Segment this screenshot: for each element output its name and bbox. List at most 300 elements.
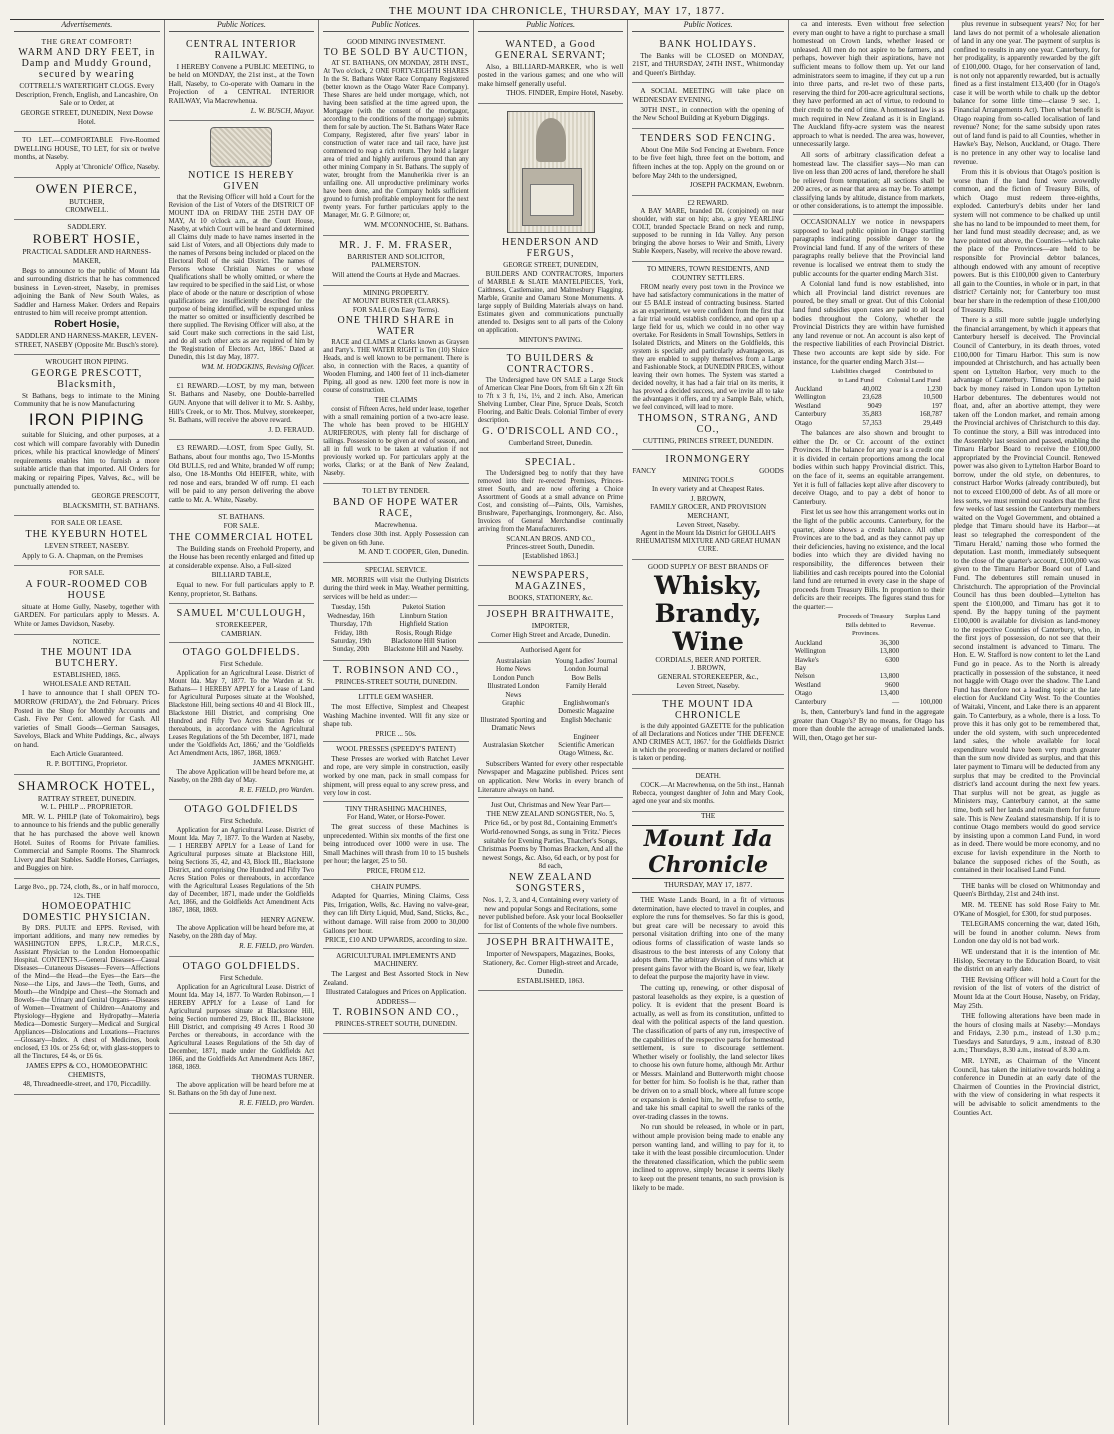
ad-body: suitable for Sluicing, and other purposes, at a cost which will compare favorably with Dunedin prices, while his practical knowledge of Miners' requirements enables him to furnish a more suitable article than that imported. All Orders for making or repairing Pipes, Valves, &c., will be punctually attended to. bbox=[14, 431, 160, 491]
ad-bank-holidays bbox=[632, 35, 784, 84]
article-paragraph: OCCASIONALLY we notice in newspapers supposed to lead public opinion in Otago startling paragraphs indicating possible danger to the Provincial land fund. If any of the writers of these paragraphs really believe that the Provincial land revenue is localised we entreat them to study the public accounts for the quarter ending March 31st. bbox=[792, 218, 945, 278]
ad-body: About One Mile Sod Fencing at Ewebnrn. Fence to be five feet high, three feet on the bottom, and fifteen inches at the top. Apply on the ground on or before May 24th to the undersigned, bbox=[632, 145, 784, 180]
issue-date: THURSDAY, MAY 17, 1877. bbox=[632, 881, 784, 893]
ad-fraser bbox=[323, 236, 469, 286]
notice-death bbox=[632, 769, 784, 812]
table-cell: Canterbury bbox=[794, 410, 827, 419]
ad-body: TO LET.—COMFORTABLE Five-Roomed DWELLING HOUSE, TO LET, for six or twelve months, at Naseby. bbox=[14, 136, 160, 162]
ad-special bbox=[478, 453, 624, 566]
column-3 bbox=[319, 20, 474, 1425]
ad-title: TENDERS SOD FENCING. bbox=[640, 132, 777, 144]
ad-prescott bbox=[14, 355, 160, 516]
ad-subtitle: PRACTICAL SADDLER AND HARNESS-MAKER, bbox=[22, 248, 152, 265]
ad-signature: L. W. BUSCH, Mayor. bbox=[250, 106, 315, 115]
ad-butchery bbox=[14, 635, 160, 775]
ad-title: NOTICE IS HEREBY GIVEN bbox=[188, 170, 295, 193]
ad-title: ROBERT HOSIE, bbox=[32, 231, 141, 247]
table-cell: Scientific American bbox=[558, 740, 615, 749]
ad-subtitle: LEVEN STREET, NASEBY. bbox=[44, 541, 129, 550]
ad-builders bbox=[478, 349, 624, 453]
ad-warden: R. E. FIELD, pro Warden. bbox=[239, 942, 315, 951]
ad-subtitle: THE NEW ZEALAND SONGSTER, No. 5, bbox=[486, 809, 615, 818]
ad-body: BUILDERS AND CONTRACTORS, Importers of MARBLE & SLATE MANTELPIECES, York, Caithness, Castlemaine, and Malmesbury Flagging. Marble, Granite and Oamaru Stone Monuments. A large supply of Building Materials always on hand. Estimates given and communications punctually attended to. Designs sent to all parts of the Colony on application. bbox=[477, 270, 624, 334]
table-cell: 6300 bbox=[885, 655, 900, 664]
agent-row bbox=[478, 741, 624, 749]
ad-warden: R. E. FIELD, pro Warden. bbox=[239, 1099, 315, 1108]
product-price: PRICE, FROM £12. bbox=[366, 867, 426, 875]
leading-article bbox=[632, 896, 784, 1192]
ad-body: Agent in the Mount Ida District for GHOLLAH'S RHEUMATISM MIXTURE AND GREAT HUMAN CURE. bbox=[635, 530, 781, 554]
ad-reward-1 bbox=[169, 378, 315, 441]
product-title: WOOL PRESSES (SPEEDY'S PATENT) bbox=[336, 745, 456, 754]
section-header: Advertisements. bbox=[14, 21, 160, 32]
table-cell: 197 bbox=[931, 401, 943, 410]
ad-signature: M. AND T. COOPER, Glen, Dunedin. bbox=[358, 548, 469, 557]
ad-title: T. ROBINSON AND CO., bbox=[332, 664, 460, 676]
ad-cloggs bbox=[14, 35, 160, 133]
ad-body: Application for an Agricultural Lease. District of Mount Ida. May 7, 1877. To the Warden at St. Bathans— I HEREBY APPLY for a Lease of Land for Agricultural Purposes situate at the Woolshed, Blackstone Hill, being sections 40 and 41 Block III., Blackstone Hill District, and comprising One Hundred and Fifty Two Acres Station Poles or thereabouts, in accordance with the Agricultural Leases Regulations of the 5th December, 1871, made under the 'Goldfields Act, 1866,' and the 'Goldfields Act Amendment Acts, 1867, 1868, 1869.' bbox=[168, 670, 315, 757]
product-title: AGRICULTURAL IMPLEMENTS AND MACHINERY. bbox=[336, 951, 456, 969]
ad-subtitle: FAMILY GROCER, AND PROVISION MERCHANT, bbox=[650, 503, 767, 521]
ad-address: SADDLER AND HARNESS-MAKER, LEVEN-STREET, NASEBY (Opposite Mr. Busch's store). bbox=[14, 332, 159, 349]
ad-subtitle: PRINCES-STREET SOUTH, DUNEDIN. bbox=[334, 677, 458, 686]
column-4 bbox=[474, 20, 629, 1425]
table-cell: Auckland bbox=[794, 384, 823, 393]
ad-address: CUTTING, PRINCES STREET, DUNEDIN. bbox=[642, 436, 774, 445]
agent-row bbox=[478, 733, 624, 741]
table-cell: 10,500 bbox=[923, 393, 943, 402]
ad-robinson bbox=[323, 661, 469, 1034]
ad-address: Cumberland Street, Dunedin. bbox=[508, 439, 593, 448]
table-header-cell: Contributed to Colonial Land Fund bbox=[887, 368, 941, 384]
ad-reward-2 bbox=[632, 196, 784, 263]
table-cell: Australasian bbox=[495, 656, 531, 665]
article-paragraph: There is a still more subtle juggle underlying the financial arrangement, by which it appears that Canterbury herself is deceived. The Provincial Council of Canterbury, in its death throes, voted £100,000 for Timaru Harbor. This sum is now impounded at Christchurch, and has actually been spent on Lyttelton Harbor, very much to the advantage of Canterbury. Timaru was to be paid back by money raised in London upon Lyttelton Harbor debentures. The debentures would not float, and, after an abortive attempt, they were taken off the London market, and remain among the Provincial archives of Christchurch to this day. To continue the story, a Bill was introduced into the Assembly last session and passed, enabling the Timaru Harbor Board to receive the £100,000 appropriated by the Provincial Council. Renewed power was also given to Lyttelton Harbor Board to borrow, under the old style, on debentures, to construct Harbor Works (already contributed), but not to exceed £100,000 of debt. As of all more or less sorts, we must remind our readers that the first few weeks of last session the Canterbury members waited on the Vogel Government, and obtained a pledge that Timaru should have its Harbor—at least so telegraphed the correspondent of the 'Timaru Herald,' naming those who formed the deputation. Last month, immediately subsequent to the close of the quarter's account, £100,000 was given to the Timaru Harbor Board out of Land Fund. The debentures still remain unused in Christchurch. The appropriation of the Provincial Council has thus been doubled—Lyttelton has spent the £100,000, and Timaru has got it to spend. By the happy tuning of the payment £100,000 is available for division as land-money to the respective Counties of Canterbury, who, in the first joys of possession, do not see that their second instalment is advanced to Timaru. The Hon. E. W. Stafford is now content to let the Land Fund go in peace. As to the North is already practically in possession of the substance, it need not haggle with Otago over the shadow. The Land Fund has therefore not a leading topic at the late election for Auckland City West. To the Counties of Waitaki, Vincent, and Lake there is an apparent gain. To Canterbury, as a whole, there is a loss. To prove this it has only got to be remembered that, under the old system, with such unprecedented land sales, the whole available for local expenditure would have been very much greater than the sum now divided as surplus, and that this later payment to Timaru will be deducted from any surplus that may be credited to the Provincial district's land account during the next few years. That surplus will not be great, as juggle as Ministers may, Canterbury cannot, at the same time, both sell her lands and retain them for future sale. This is New Zealand statesmanship. If it is to continue Otago members would do good service by insisting upon a common Land Fund, in word as in deed. There would be more economy, and no excuse for lavish expenditure in the North to balance the supposed riches of the South, as contained in their localised Land Fund. bbox=[953, 316, 1100, 875]
ad-kicker: FOR SALE OR LEASE. bbox=[51, 519, 123, 528]
article-paragraph: First let us see how this arrangement works out in the light of the public accounts. Canterbury, for the quarter, alone shows a credit balance. All other Provinces are to the bad, and as they cannot pay up their deficiencies, having no existence, and the local bodies into which they are divided having no responsibility, the differences between their liabilities and cash receipts poured into the Colonial land fund are returned in every case in the shape of proceeds from Treasury Bills. In proportion to their deficits are their receipts. The figures stand thus for the quarter:— bbox=[792, 508, 945, 611]
table-cell: 13,800 bbox=[879, 672, 900, 681]
ad-wanted bbox=[478, 35, 624, 104]
ad-signature: WM. M. HODGKINS, Revising Officer. bbox=[201, 363, 315, 372]
table-cell: Australasian Sketcher bbox=[482, 740, 544, 749]
table-cell bbox=[901, 639, 944, 647]
ad-title: SHAMROCK HOTEL, bbox=[17, 777, 156, 793]
ad-kicker: THE GREAT COMFORT! bbox=[41, 36, 133, 46]
ad-subtitle: MINTON'S PAVING. bbox=[519, 335, 583, 344]
ad-body: situate at Home Gully, Naseby, together with GARDEN. For particulars apply to Messrs. A. White or James Davidson, Naseby. bbox=[14, 602, 160, 628]
ad-title: OTAGO GOLDFIELDS. bbox=[182, 960, 301, 972]
news-item: THE banks will be closed on Whitmonday and Queen's Birthday, 21st and 24th inst. bbox=[953, 881, 1100, 899]
ad-braithwaite bbox=[478, 566, 624, 991]
table-row bbox=[793, 647, 945, 655]
ad-title: THE MOUNT IDA BUTCHERY. bbox=[40, 647, 133, 670]
ad-signature: J. D. FERAUD. bbox=[268, 425, 315, 434]
ad-title: GEORGE PRESCOTT, Blacksmith, bbox=[31, 367, 143, 390]
ad-subtitle: MINING TOOLS bbox=[682, 475, 734, 484]
ad-subtitle: Macrewhenua. bbox=[374, 520, 418, 529]
ad-kicker: DEATH. bbox=[695, 772, 721, 781]
service-row bbox=[323, 620, 469, 628]
table-cell: Sunday, 20th bbox=[332, 645, 370, 654]
article-paragraph: All sorts of arbitrary classification defeat a homestead law. The classifier says—No man can live on less than 200 acres of land, therefore he shall be relieved from temptation; all sections shall be 200 acres, or as near that area as may be. To attempt classifying lands by altitude, distance from markets, or other considerations, is to attempt the impossible. bbox=[792, 150, 945, 211]
ad-body: Application for an Agricultural Lease. District of Mount Ida. May 14, 1877. To Warden Robinson,— I HEREBY APPLY for a Lease of Land for Agricultural purposes situate at Blackstone Hill, being Section numbered 29, Block III., Blackstone Hill District, and comprising 49 Acres 1 Rood 30 Perches or thereabouts, in accordance with the Agricultural Leases Regulations of the 5th day of December, 1871, made under the Goldfields Act 1866, and the Goldfields Act Amendment Acts 1867, 1868, 1869. bbox=[168, 983, 315, 1071]
ad-signature: SCANLAN BROS. AND CO., bbox=[506, 534, 595, 543]
table-cell: Westland bbox=[794, 680, 821, 689]
ad-signature: THOMAS TURNER. bbox=[251, 1072, 315, 1081]
ad-signature: J. BROWN, bbox=[690, 664, 726, 673]
ad-body: Application for an Agricultural Lease. District of Mount Ida. May 7, 1877. To the Warden at Naseby,— I HEREBY APPLY for a Lease of Land for Agricultural purposes situate at Blackstone Hill, being Sections 35, 42, and 43, Block III., Blackstone District, and comprising One Hundred and Fifty Two Acres Station Poles or thereabouts, in accordance with the Agricultural Leases Regulations of the 5th day of December, 1871, made under the Goldfields Act, 1866, and the Goldfields Act Amendment Acts 1867, 1868, 1869. bbox=[168, 826, 315, 914]
ad-body: AT ST. BATHANS, ON MONDAY, 28TH INST., At Two o'clock, 2 ONE FORTY-EIGHTH SHARES In the St. Bathans Water Race Company Registered (better known as the Otago Water Race Company). These Shares are held under mortgage, which, not having been satisfied at the time agreed upon, the Mortgagee (with the consent of the mortgagor, according to the conditions of the mortgage) submits them for sale by auction. The St. Bathans Water Race Company, Registered, after five years' labor in construction of water race and tail race, have just commenced to reap a rich return. They hold a larger area of tried and highly auriferous ground than any other mining Company in St. Bathans. The supply of water, brought from the Manuherikia river is an unfailing one. All unproductive preliminary works have been done, and the Company holds sufficient ground to furnish profitable employment for the next twenty years. For further particulars apply to the Manager, Mr. G. P. Gilmore; or, bbox=[323, 60, 469, 220]
table-row bbox=[793, 656, 945, 673]
news-item: TELEGRAMS concerning the war, dated 16th, will be found in another column. News from London one day old is not bad work. bbox=[953, 920, 1100, 946]
table-row bbox=[793, 698, 945, 706]
product-title: LITTLE GEM WASHER. bbox=[358, 693, 434, 702]
table-row bbox=[793, 689, 945, 697]
ad-signature: R. P. BOTTING, Proprietor. bbox=[46, 760, 128, 769]
table-cell: Wellington bbox=[794, 393, 826, 402]
ad-subtitle: PALMERSTON. bbox=[371, 261, 421, 270]
ad-body: Begs to announce to the public of Mount Ida and surrounding districts that he has commenced business in Leven-street, Naseby, in premises adjoining the Bank of New South Wales, as Saddler and Harness Maker. Orders and Repairs entrusted to him will receive prompt attention. bbox=[14, 266, 160, 318]
ad-commercial-hotel bbox=[169, 510, 315, 604]
column-7 bbox=[949, 20, 1104, 1425]
table-cell: Wellington bbox=[794, 647, 826, 656]
ad-subtitle: IMPORTER, bbox=[531, 622, 570, 631]
ad-to-let bbox=[14, 132, 160, 177]
ad-note: The above Application will be heard before me, at Naseby, on the 28th day of May. bbox=[168, 768, 315, 784]
ad-body: The Building stands on Freehold Property, and the House has been recently enlarged and fitted up at considerable expense. Also, a Full-sized bbox=[168, 544, 315, 570]
table-cell: 35,883 bbox=[862, 410, 882, 419]
ad-title: OTAGO GOLDFIELDS. bbox=[182, 647, 301, 659]
article-paragraph: The balances are also shown and brought to either the Dr. or Cr. account of the extinct Provinces. If the balance for any year is a credit one it is divided in certain proportions among the local bodies within such happy Provincial district. This, on the face of it, seems an equitable arrangement. Yet it is full of fallacies kept alive after discovery to deceive Otago, and to pay a debt of honor to Canterbury. bbox=[792, 429, 945, 506]
service-row bbox=[323, 603, 469, 611]
ad-title: TO BE SOLD BY AUCTION, bbox=[323, 47, 469, 59]
ad-body: that the Revising Officer will hold a Court for the Revision of the List of Voters of the DISTRICT OF MOUNT IDA on FRIDAY THE 25TH DAY OF MAY, At 10 o'clock a.m., at the Court House, Naseby, at which Court will be heard and determined all Claims duly made to have names inserted in the said List of Voters, and all Objections duly made to the names of Persons being included or placed on the Electoral Roll of the said District. The names of Persons whose Christian Names or whose Qualifications shall be wholly omitted, or where the law required to be specified in the said List, or whose place of abode or the nature or description of whose qualifications are insufficiently described for the purpose of being identified, will be expunged unless the matter so omitted or insufficiently described be there supplied. The Revising Officer will also, at the said Court make such corrections in the said List, and do all such other acts as are required of him by the 'Registration of Electors Act, 1866.' Dated at Dunedin, this 1st day May, 1877. bbox=[168, 194, 315, 362]
ad-title: CENTRAL INTERIOR RAILWAY. bbox=[185, 38, 297, 61]
ad-title: WARM AND DRY FEET, in Damp and Muddy Ground, secured by wearing bbox=[18, 47, 156, 81]
ad-kicker: Just Out, Christmas and New Year Part— bbox=[490, 801, 611, 810]
table-cell bbox=[901, 656, 944, 673]
table-cell: Nelson bbox=[794, 672, 815, 681]
table-row bbox=[793, 385, 945, 393]
product-body: These Presses are worked with Ratchet Lever and rope, are very simple in construction, easily worked by one man, pack in small compass for shipment, will press equal to any screw press, and very low in cost. bbox=[323, 754, 469, 798]
ad-railway bbox=[169, 35, 315, 122]
ad-subtitle: CROMWELL. bbox=[65, 206, 109, 215]
article-paragraph: A Colonial land fund is now established, into which all Provincial land district revenues are poured, be they small or great. Out of this Colonial land fund subsidies upon rates are paid to all local bodies throughout the Colony, whether the Provincial Districts they are within have furnished any land revenue or not. An account is also kept of the respective liabilities of each Provincial District. These two accounts are kept side by side. For instance, for the quarter ending March 31st— bbox=[792, 280, 945, 366]
ad-subtitle: BARRISTER AND SOLICITOR, bbox=[347, 252, 445, 261]
ad-subtitle: THE CLAIMS bbox=[374, 396, 418, 405]
table-cell: Illustrated Sporting and Dramatic News bbox=[480, 715, 547, 733]
table-cell: 23,628 bbox=[862, 393, 882, 402]
ad-body: I have to announce that I shall OPEN TO-MORROW (FRIDAY), the 2nd February. Prices Posted in the Shop for Monthly Accounts and Cash. Five Per Cent. allowed for Cash. All varieties of Small Goods—German Sausages, Saveloys, Black and White Puddings, &c., always on hand. bbox=[14, 689, 160, 749]
ad-body: Nos. 1, 2, 3, and 4, Containing every variety of new and popular Songs and Recitations, some never published before. Ask your local Bookseller for list of Contents of the whole five numbers. bbox=[478, 895, 623, 930]
service-row bbox=[323, 629, 469, 637]
table-cell: Rosis, Rough Ridge bbox=[395, 628, 452, 637]
ad-address: PRINCES-STREET SOUTH, DUNEDIN. bbox=[334, 1020, 458, 1029]
table-cell: Blackstone Hill Station bbox=[391, 636, 457, 645]
ad-special-service bbox=[323, 563, 469, 661]
ad-gazette bbox=[632, 695, 784, 769]
table-cell: Blackstone Hill and Naseby. bbox=[383, 645, 464, 654]
ad-title: OTAGO GOLDFIELDS bbox=[184, 804, 299, 816]
ad-body: The Undersigned have ON SALE a Large Stock of American Clear Pine Doors, from 6ft 6in x 2ft 6in to 7ft x 3 ft, 1¼, 1½, and 2 inch. Also, American Shelving Lumber, Clear Pine, Spruce Deals, Scotch Flooring, and Baltic Deals. Colonial Timber of every description. bbox=[477, 377, 624, 425]
table-cell: Saturday, 19th bbox=[330, 636, 372, 645]
ad-subtitle: W. L. PHILP ... PROPRIETOR. bbox=[40, 803, 133, 812]
article-paragraph: THE Waste Lands Board, in a fit of virtuous determination, have elected to travel in couples, and explore the runs for themselves. So far this is good, but great care will be necessary to avoid this personal visitation drifting into one of the many odious forms of classification of waste lands so disastrous to the best interests of any Colony that adopts them. The arbitrary division of runs which at present gains favor with the Board is, we fear, likely to defeat the purpose the majority have in view. bbox=[632, 896, 784, 982]
ad-kicker: FOR SALE. bbox=[223, 522, 260, 531]
ad-subtitle: GOODS bbox=[759, 467, 784, 476]
section-header: Public Notices. bbox=[478, 21, 624, 32]
table-cell: Otago bbox=[794, 689, 812, 698]
table-row bbox=[793, 672, 945, 680]
table-cell: 13,400 bbox=[879, 689, 900, 698]
ad-kicker: Large 8vo., pp. 724, cloth, 8s., or in half morocco, 12s. THE bbox=[14, 883, 160, 900]
ad-body: The Undersigned beg to notify that they have removed into their re-erected Premises, Princes-street South, and are now offering a Choice Assortment of Goods at a small advance on Prime Cost, and consisting of—Paints, Oils, Varnishes, Brushware, Paperhangings, Ironmongery, &c. Also, Invoices of General Merchandise continually arriving from the Manufacturers. bbox=[477, 469, 624, 533]
ad-body: By DRS. PULTE and EPPS. Revised, with important additions, and many new remedies by WASHINGTON EPPS, L.R.C.P., M.R.C.S., Assistant Physician to the London Homoeopathic Hospital. CONTENTS.—General Diseases—Casual Diseases—Cutaneous Diseases—Fevers—Affections of the Mind—the Head—the Eyes—the Ears—the Nose—the Lips, and Jaws—the Teeth, Gums, and Mouth—the Windpipe and Chest—the Stomach and Bowels—the Urinary and Genital Organs—Diseases of Women—Treatment of Children—Anatomy and Physiology—Hygiene and Hydropathy—Materia Medica—Domestic Surgery—Medical and Surgical Appliances—Dislocations and Luxations—Fractures—Glossary—Index. A chest of Medicines, book enclosed, £3 10s. or 25s 6d; or, with glass-stoppers to all the Tinctures, £4 4s, or £6 6s. bbox=[14, 925, 160, 1061]
ad-kicker: GOOD MINING INVESTMENT. bbox=[346, 37, 446, 46]
ad-apply: Apply at 'Chronicle' Office, Naseby. bbox=[55, 162, 160, 171]
ad-title: MR. J. F. M. FRASER, bbox=[339, 239, 453, 251]
table-cell: Westland bbox=[794, 401, 821, 410]
ad-owen-pierce bbox=[14, 178, 160, 220]
treasury-bills-table bbox=[793, 613, 945, 705]
ad-signature: J. BROWN, bbox=[690, 494, 726, 503]
news-item: MR. M. TEENE has sold Rose Fairy to Mr. O'Kane of Mosgiel, for £300, for stud purposes. bbox=[953, 900, 1100, 918]
table-cell: Family Herald bbox=[565, 682, 607, 691]
table-header-cell bbox=[793, 613, 831, 638]
ad-kicker: FOR SALE (On Easy Terms). bbox=[352, 305, 440, 314]
article-paragraph: The cutting up, renewing, or other disposal of pastoral leaseholds as they expire, is a question of policy. It is evident that the present Board is actually, as well as from its constitution, unfitted to deal with the political aspects of the land question. The classification of parts of any run, irrespective of the capabilities of the respective parts for homestead settlement, is sure to discourage settlement. Whether wisely or foolishly, the land selector likes to choose his own future home, although Mr. Arthur or Messrs. Mainland and Butterworth might choose for better for him. So foolish is he that, rather than be driven on to a small block, where all future scope or expansion is denied him, he will refuse to settle, and take his small capital to swell the ranks of the over-trading classes in the towns. bbox=[632, 983, 784, 1121]
column-6 bbox=[789, 20, 950, 1425]
ad-body: I HEREBY Convene a PUBLIC MEETING, to be held on MONDAY, the 21st inst., at the Town Hall, Naseby, to Co-operate with Oamaru in the Projection of a CENTRAL INTERIOR RAILWAY, Via Macrewhenua. bbox=[168, 62, 315, 105]
ad-note: The above Application will be heard before me, at Naseby, on the 28th day of May. bbox=[168, 925, 315, 941]
columns bbox=[10, 20, 1104, 1425]
ad-signature: JOSEPH PACKMAN, Ewebnrn. bbox=[689, 181, 784, 190]
ad-subtitle: ESTABLISHED, 1865. bbox=[53, 671, 121, 680]
news-item: WE understand that it is the intention of Mr. Hislop, Secretary to the Education Board, to visit the district on an early date. bbox=[953, 947, 1100, 974]
ad-kicker: TO LET BY TENDER. bbox=[362, 486, 430, 495]
table-cell: 100,000 bbox=[919, 697, 943, 706]
ad-kicker: ADDRESS— bbox=[376, 997, 416, 1006]
ad-title: TO BUILDERS & CONTRACTORS. bbox=[506, 353, 595, 376]
ad-title: A FOUR-ROOMED COB HOUSE bbox=[25, 578, 149, 601]
ad-body: MR. W. L. PHILP (late of Tokomairiro), begs to announce to his friends and the public generally that he has purchased the above well known Hotel. Suites of Rooms for Private families. Commercial and Sample Rooms. The Shamrock Livery and Bait Stables. Saddle Horses, Carriages, and Buggies on hire. bbox=[14, 812, 160, 873]
table-cell: Bow Bells bbox=[571, 673, 601, 682]
ad-subtitle: First Schedule. bbox=[219, 973, 263, 982]
service-row bbox=[323, 645, 469, 653]
ad-signature: GEORGE PRESCOTT, bbox=[91, 492, 160, 501]
ad-display-text: IRON PIPING bbox=[28, 410, 145, 430]
table-cell bbox=[901, 647, 944, 655]
article-paragraph: ca and interests. Even without free selection every man ought to have a right to purchase a small homestead on Crown lands, whether leased or unleased. All men do not aspire to be farmers, and perhaps, however high their aspirations, have not sufficient means to follow them up. Yet our land administrators seem to imagine, if they cut up a run into three parts, and re-let two of these parts, reserving the third for 200-acre agricultural sections, they have performed an act of virtue, to redound to their credit to the end of time. A homestead law is as much required in New Zealand as it is in England. The Auckland fifty-acre system was the nearest approach to what is needed. The area was, however, unnecessarily large. bbox=[792, 20, 945, 149]
table-cell: English Mechanic bbox=[560, 715, 612, 724]
agent-row bbox=[478, 699, 624, 716]
table-cell: Illustrated London News bbox=[487, 682, 540, 699]
table-cell: Otago Witness, &c. bbox=[558, 749, 614, 758]
product-title: CHAIN PUMPS. bbox=[371, 882, 421, 891]
table-row bbox=[793, 402, 945, 410]
article-paragraph: No run should be released, in whole or in part, without ample provision being made to enable any person wanting land, and willing to pay for it, to take it with the least possible circumlocution. Under the threatened classification, which the public seem inclined to approve, simply because it seems likely to keep out the present tenants, no such provision is likely to be made. bbox=[632, 1123, 784, 1192]
column-2 bbox=[165, 20, 320, 1425]
table-cell: Tuesday, 15th bbox=[331, 603, 371, 612]
table-cell: London Journal bbox=[564, 665, 609, 674]
ad-signature: WM. M'CONNOCHIE, St. Bathans. bbox=[363, 221, 469, 230]
ad-address: Corner High Street and Arcade, Dunedin. bbox=[490, 630, 611, 639]
table-cell: 9600 bbox=[885, 680, 900, 689]
product-title: TINY THRASHING MACHINES, bbox=[345, 804, 447, 813]
ad-subtitle: GENERAL STOREKEEPER, &c., bbox=[657, 673, 759, 682]
nameplate: Mount Ida Chronicle bbox=[632, 825, 784, 879]
ad-signature: JAMES EPPS & CO., HOMOEOPATHIC CHEMISTS, bbox=[26, 1062, 148, 1079]
ad-cob-house bbox=[14, 566, 160, 634]
agent-row bbox=[478, 682, 624, 699]
services-table bbox=[323, 603, 469, 653]
coat-of-arms-icon bbox=[210, 127, 272, 167]
table-cell: 1,230 bbox=[926, 384, 943, 393]
ad-subtitle: STOREKEEPER, bbox=[215, 621, 268, 630]
ad-signature: Robert Hosie, bbox=[54, 319, 120, 331]
service-row bbox=[323, 637, 469, 645]
ad-body: A BAY MARE, branded DL (conjoined) on near shoulder, with star on hip; also, a grey YEARLING COLT, branded Spectacle Brand on neck and rump, supposed to be running in Ida Valley. Any person bringing the above horses to Weir and Smith, Livery Stable Keepers, Naseby, will receive the above reward. bbox=[632, 208, 784, 256]
table-row bbox=[793, 419, 945, 427]
agent-row bbox=[478, 749, 624, 757]
table-cell: Thursday, 17th bbox=[329, 620, 372, 629]
ad-signature: THOMSON, STRANG, AND CO., bbox=[637, 412, 779, 435]
ad-kicker: TO MINERS, TOWN RESIDENTS, AND COUNTRY SETTLERS. bbox=[646, 265, 770, 282]
ad-title: SAMUEL M'CULLOUGH, bbox=[176, 608, 307, 620]
ad-signature: JAMES M'KNIGHT. bbox=[253, 759, 315, 767]
table-row bbox=[793, 681, 945, 689]
ad-body: RACE and CLAIMS at Clarks known as Graysen and Party's. THE WATER RIGHT is Ten (10) Sluice Heads, and is well known to be permanent. There is also, in connection with the Races, a quantity of Wooden Fluming, and 1400 feet of 11 inch-diameter Piping, all good as new. 1200 feet more is now in course of construction. bbox=[323, 339, 469, 395]
table-cell: 168,787 bbox=[919, 410, 943, 419]
table-cell: Friday, 18th bbox=[334, 628, 368, 637]
table-row bbox=[793, 639, 945, 647]
ad-henderson bbox=[478, 104, 624, 349]
table-cell: Wednesday, 16th bbox=[327, 611, 375, 620]
table-cell bbox=[478, 733, 549, 741]
ad-kicker: SADDLERY. bbox=[67, 222, 107, 231]
table-cell: Engineer bbox=[573, 732, 599, 741]
section-header: Public Notices. bbox=[323, 21, 469, 32]
table-cell: 40,002 bbox=[862, 384, 882, 393]
ad-title: THE MOUNT IDA CHRONICLE bbox=[662, 699, 754, 722]
ad-revising bbox=[169, 121, 315, 378]
ad-kicker: AT MOUNT BURSTER (CLARKS). bbox=[342, 297, 450, 306]
land-fund-table bbox=[793, 368, 945, 427]
ad-body: COCK.—At Macrewhenua, on the 5th inst., Hannah Rebecca, youngest daughter of John and Mary Cook, aged one year and six months. bbox=[632, 781, 784, 805]
ad-shamrock bbox=[14, 775, 160, 879]
ad-subtitle: CORDIALS, BEER AND PORTER. bbox=[655, 655, 761, 664]
agents-table bbox=[478, 657, 624, 758]
ad-title: BAND OF HOPE WATER RACE, bbox=[333, 496, 459, 519]
product-body: Adapted for Quarries, Mining Claims, Cess Pits, Irrigation, Wells, &c. Having no valve-gear, they can lift Dirty Liquid, Mud, Sand, Sticks, &c., without damage. Will raise from 2000 to 30,000 Gallons per hour. bbox=[323, 892, 469, 935]
ad-title: NEWSPAPERS, MAGAZINES, bbox=[511, 569, 590, 592]
ad-social bbox=[632, 83, 784, 128]
table-cell: 36,300 bbox=[879, 638, 900, 647]
ad-title: A SOCIAL MEETING will take place on WEDNESDAY EVENING, bbox=[632, 87, 784, 104]
ad-address: GEORGE STREET, DUNEDIN, Next Dowse Hotel. bbox=[20, 108, 153, 126]
agent-row bbox=[478, 657, 624, 665]
table-cell bbox=[901, 689, 944, 697]
ad-body: Apply to G. A. Chapman, on the Premises bbox=[22, 551, 143, 560]
table-cell: London Punch bbox=[492, 673, 534, 682]
product-body: The great success of these Machines is unprecedented. Within six months of the first one being introduced over 1000 were in use. The Small Machines will thrash from 10 to 15 bushels per hour; the larger, 25 to 50. bbox=[323, 823, 469, 866]
news-item: THE following alterations have been made in the hours of closing mails at Naseby:—Mondays and Fridays, 2.30 p.m., instead of 1.30 p.m.; Tuesdays and Saturdays, 9 a.m., instead of 8.30 a.m.; Thursdays, 8.30 a.m., instead of 8.30 a.m. bbox=[953, 1012, 1100, 1055]
product-price: PRICE, £10 AND UPWARDS, according to size. bbox=[325, 936, 467, 945]
ad-body: Also, a BILLIARD-MARKER, who is well posted in the various games; and one who will make himself generally useful. bbox=[477, 62, 624, 88]
table-cell bbox=[901, 672, 944, 680]
ad-body: £3 REWARD.—LOST, from Spec Gully, St. Bathans, about four months ago, Two 15-Months Old BULLS, red and White, branded W off rump; also, One 18-Months Old HEIFER, white, with red nose and ears, branded W off rump. £1 each will be paid to any person delivering the above cattle to Mr. A. White, Naseby. bbox=[168, 444, 315, 504]
ad-reward-3 bbox=[169, 440, 315, 510]
ad-band-of-hope bbox=[323, 484, 469, 563]
table-cell bbox=[901, 681, 944, 689]
service-row bbox=[323, 612, 469, 620]
ad-address: 48, Threadneedle-street, and 170, Piccadilly. bbox=[22, 1080, 151, 1089]
ad-kyeburn bbox=[14, 516, 160, 566]
table-header-cell bbox=[793, 368, 829, 385]
ad-signature: HENRY AGNEW. bbox=[260, 915, 315, 924]
ad-title: WANTED, a Good GENERAL SERVANT; bbox=[495, 38, 607, 61]
product-catalogue: Illustrated Catalogues and Prices on Application. bbox=[325, 988, 467, 997]
ad-body: Subscribers Wanted for every other respectable Newspaper and Magazine published. Prices sent on application. New Works in every branch of Literature always on hand. bbox=[477, 759, 624, 794]
ad-signature: THOS. FINDER, Empire Hotel, Naseby. bbox=[506, 89, 624, 98]
table-row bbox=[793, 393, 945, 401]
table-cell: Englishwoman's Domestic Magazine bbox=[558, 698, 615, 716]
ad-fancy-goods bbox=[632, 467, 784, 476]
ad-whisky bbox=[632, 560, 784, 695]
ad-body: Equal to new. For full particulars apply to P. Kenny, proprietor, St. Bathans. bbox=[168, 581, 315, 598]
table-header-cell: Proceeds of Treasury Bills debited to Provinces. bbox=[837, 613, 894, 638]
table-cell: 57,353 bbox=[862, 418, 882, 427]
ad-kicker: £2 REWARD. bbox=[687, 198, 729, 207]
table-cell: Auckland bbox=[794, 638, 823, 647]
ad-mining-property bbox=[323, 286, 469, 484]
ad-body: Importer of Newspapers, Magazines, Books, Stationery, &c. Corner High-street and Arcade, Dunedin. bbox=[482, 950, 619, 976]
article-paragraph: Is, then, Canterbury's land fund in the aggregate greater than Otago's? By no means, for Otago has more than double the acreage of unalienated lands. Will, then, Otago get her sur- bbox=[792, 707, 945, 742]
ad-body: Tenders close 30th inst. Apply Possession can be given on 6th June. bbox=[323, 530, 469, 547]
monument-engraving-icon bbox=[507, 111, 595, 233]
article-continuation bbox=[793, 20, 945, 742]
ad-hosie bbox=[14, 220, 160, 356]
table-cell: Highfield Station bbox=[399, 620, 448, 629]
page-masthead: THE MOUNT IDA CHRONICLE, THURSDAY, MAY 17, 1877. bbox=[10, 4, 1104, 20]
ad-body: is the duly appointed GAZETTE for the publication of all Declarations and Notices under 'THE DEFENCE AND CRIMES ACT, 1867.' for the Goldfields District in which the proceeding or matters declared or notified is taken or pending. bbox=[632, 723, 784, 763]
table-cell: — bbox=[892, 697, 900, 706]
the-label: THE bbox=[700, 810, 716, 820]
ad-kicker: Authorised Agent for bbox=[520, 646, 582, 655]
table-cell: Home News bbox=[495, 665, 531, 674]
ad-subtitle: BILLIARD TABLE, bbox=[211, 571, 272, 580]
ad-body: £1 REWARD.—LOST, by my man, between St. Bathans and Naseby, one Double-barrelled GUN. Anyone that will deliver it to Mr. S. Ashby, Hill's Creek, or to Mr. Thos. Mulvey, storekeeper, St. Bathans, will receive the above reward. bbox=[168, 381, 315, 425]
ad-body: In every variety and at Cheapest Rates. bbox=[651, 485, 765, 494]
column-1 bbox=[10, 20, 165, 1425]
ad-subtitle: CAMBRIAN. bbox=[221, 629, 262, 638]
ad-subtitle: First Schedule. bbox=[219, 817, 263, 826]
ad-auction bbox=[323, 35, 469, 236]
ad-signature: T. ROBINSON AND CO., bbox=[332, 1007, 460, 1019]
ad-kicker: MINING PROPERTY. bbox=[363, 288, 429, 297]
ad-kicker: GOOD SUPPLY OF BEST BRANDS OF bbox=[647, 563, 769, 572]
ad-title: THE KYEBURN HOTEL bbox=[25, 528, 149, 540]
article-continuation bbox=[953, 20, 1100, 1117]
ad-address: Princes-street South, Dunedin. bbox=[506, 543, 595, 552]
ad-body: Price 6d., or by post 8d., Containing Emmett's World-renowned Songs, as sung in 'Fritz.' Pieces suitable for Evening Parties, Thatcher's Songs, Christmas Poems by Thomas Bracken, And all the newest Songs, &c. Also, 6d each, or by post for 8d each, bbox=[478, 819, 623, 871]
ad-body: 30TH INST., in connection with the opening of the New School Building at Kyeburn Diggings. bbox=[632, 105, 784, 123]
ad-kicker: ST. BATHANS. bbox=[218, 513, 265, 522]
agent-row bbox=[478, 716, 624, 733]
ad-kicker: FOR SALE. bbox=[69, 569, 105, 578]
ad-kicker: NOTICE. bbox=[72, 637, 101, 646]
table-cell: 9049 bbox=[867, 401, 882, 410]
